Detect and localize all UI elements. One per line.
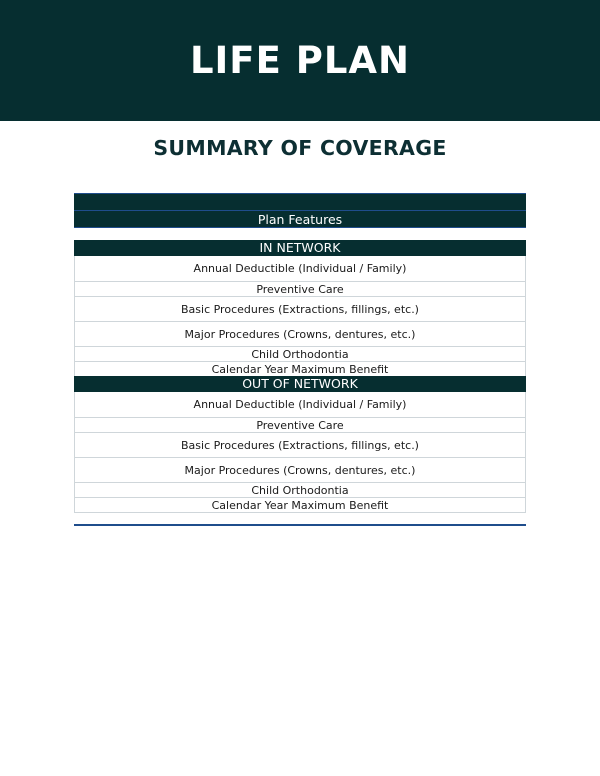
section-header-out-of-network: OUT OF NETWORK [74,376,526,392]
table-row: Basic Procedures (Extractions, fillings, etc.) [74,433,526,458]
table-bottom-rule [74,524,526,526]
page-title: LIFE PLAN [189,39,411,82]
table-row: Annual Deductible (Individual / Family) [74,256,526,282]
table-row: Preventive Care [74,418,526,433]
table-row: Calendar Year Maximum Benefit [74,362,526,376]
table-row: Child Orthodontia [74,483,526,498]
section-header-in-network: IN NETWORK [74,240,526,256]
table-header-bar [74,193,526,228]
table-row: Major Procedures (Crowns, dentures, etc.) [74,458,526,483]
table-row: Calendar Year Maximum Benefit [74,498,526,513]
header-divider [74,210,526,211]
table-row: Annual Deductible (Individual / Family) [74,392,526,418]
table-row: Basic Procedures (Extractions, fillings, etc.) [74,297,526,322]
table-row: Child Orthodontia [74,347,526,362]
page-subtitle: SUMMARY OF COVERAGE [153,136,447,160]
table-row: Preventive Care [74,282,526,297]
plan-features-header: Plan Features [257,212,343,227]
table-row: Major Procedures (Crowns, dentures, etc.) [74,322,526,347]
